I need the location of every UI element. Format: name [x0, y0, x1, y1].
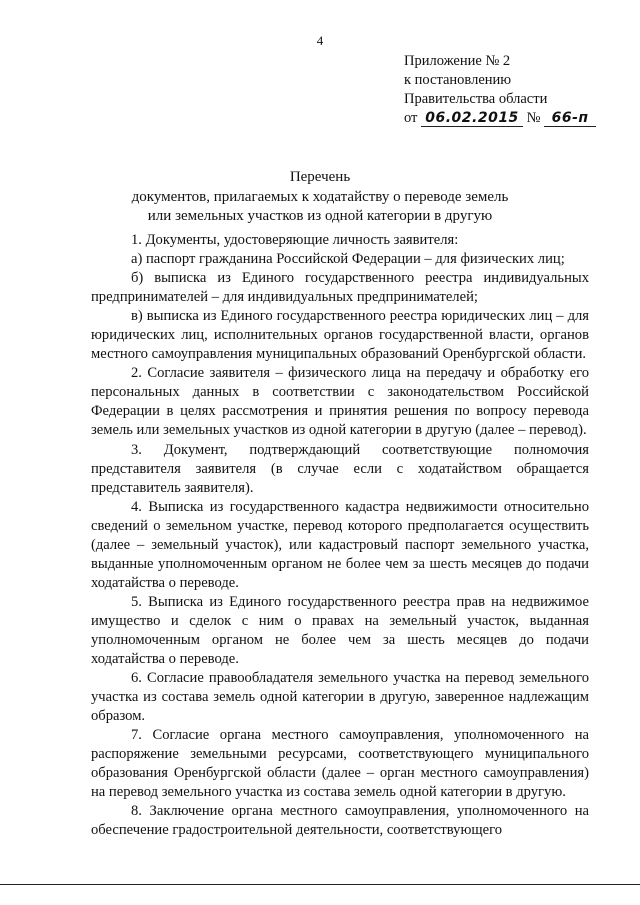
- paragraph-1c: в) выписка из Единого государственного реестра юридических лиц – для юридических лиц, исполнительных органов государственной власти, органов местного самоуправления муниципальных образований Оренбургской области.: [91, 308, 589, 363]
- paragraph-1: 1. Документы, удостоверяющие личность заявителя:: [131, 232, 459, 248]
- appendix-title: Приложение № 2: [404, 53, 511, 69]
- paragraph-4: 4. Выписка из государственного кадастра недвижимости относительно сведений о земельном участке, перевод которого предполагается осуществить (далее – земельный участок), или кадастровый паспорт земельного участка, выданные уполномоченным органом не более чем за шесть месяцев до подачи ходатайства о переводе.: [91, 498, 589, 591]
- handwritten-number: 66-п: [544, 110, 596, 127]
- handwritten-date: 06.02.2015: [421, 110, 523, 127]
- appendix-header: [404, 52, 596, 128]
- document-body: [91, 231, 589, 841]
- paragraph-2: 2. Согласие заявителя – физического лица на передачу и обработку его персональных данных в соответствии с законодательством Российской Федерации в целях рассмотрения и принятия решения по вопросу перевода земель или земельных участков из одной категории в другую (далее – перевод).: [91, 365, 589, 439]
- document-title: [0, 168, 640, 227]
- page-number: 4: [316, 33, 324, 48]
- paragraph-8: 8. Заключение органа местного самоуправления, уполномоченного на обеспечение градостроительной деятельности, соответствующего: [91, 803, 589, 839]
- paragraph-7: 7. Согласие органа местного самоуправления, уполномоченного на распоряжение земельными ресурсами, соответствующего муниципального образования Оренбургской области (далее – орган местного самоуправления) на перевод земельного участка из состава земель одной категории в другую.: [91, 727, 589, 801]
- title-line-1: Перечень: [289, 169, 351, 185]
- appendix-issuer: Правительства области: [404, 91, 548, 107]
- paragraph-6: 6. Согласие правообладателя земельного участка на перевод земельного участка из состава земель одной категории в другую, заверенное надлежащим образом.: [91, 670, 589, 725]
- date-prefix: от: [404, 110, 418, 126]
- paragraph-3: 3. Документ, подтверждающий соответствующие полномочия представителя заявителя (в случае если с ходатайством обращается представитель заявителя).: [91, 441, 589, 496]
- appendix-ref-line: к постановлению: [404, 72, 512, 88]
- page-bottom-rule: [0, 884, 640, 885]
- number-prefix: №: [526, 110, 541, 126]
- paragraph-1a: а) паспорт гражданина Российской Федерации – для физических лиц;: [131, 251, 565, 268]
- paragraph-5: 5. Выписка из Единого государственного реестра прав на недвижимое имущество и сделок с ним о правах на земельный участок, выданная уполномоченным органом не более чем за шесть месяцев до подачи ходатайства о переводе.: [91, 593, 589, 668]
- paragraph-1b: б) выписка из Единого государственного реестра индивидуальных предпринимателей – для индивидуальных предпринимателей;: [91, 270, 589, 306]
- title-line-2: документов, прилагаемых к ходатайству о переводе земель: [131, 188, 509, 205]
- title-line-3: или земельных участков из одной категории в другую: [147, 208, 493, 224]
- appendix-date-line: [404, 109, 596, 128]
